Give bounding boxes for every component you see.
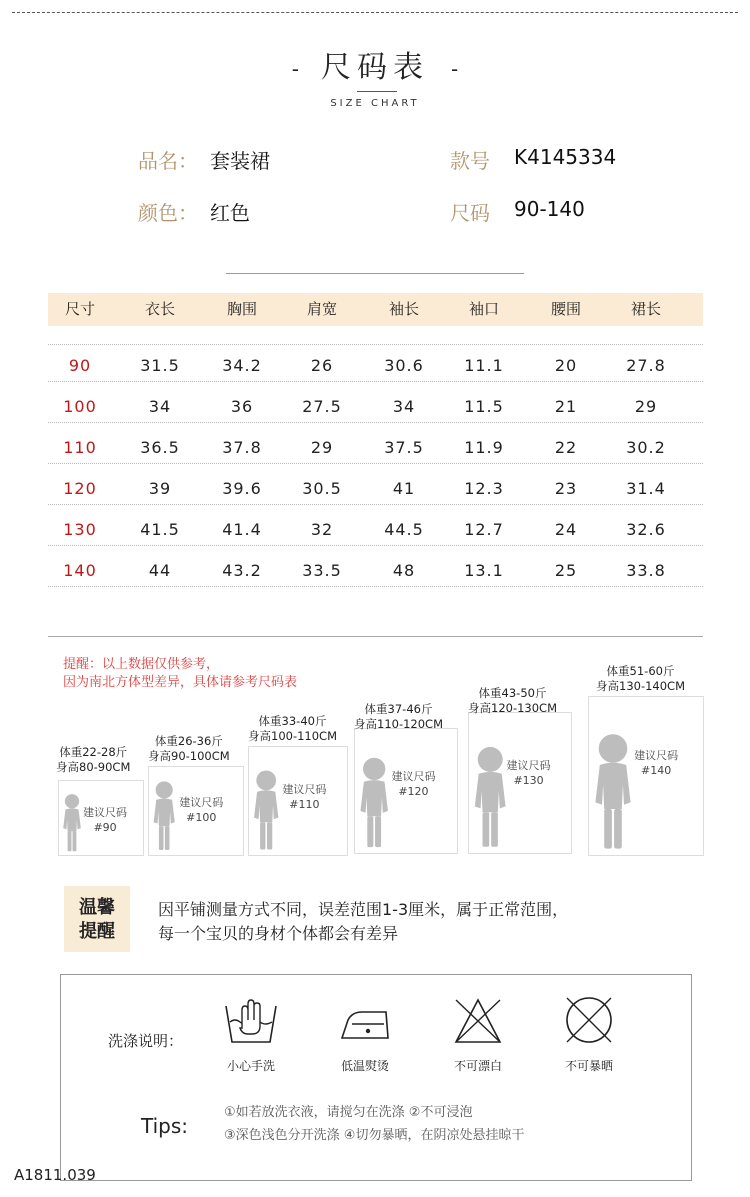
size-cell: 110 (63, 438, 97, 457)
table-row (48, 385, 703, 423)
no-bleach-icon (452, 996, 504, 1046)
kid-weight-height (248, 714, 337, 744)
measure-cell: 44 (148, 561, 172, 580)
kid-weight: 体重22-28斤 (59, 745, 128, 759)
measure-cell: 41.4 (222, 520, 262, 539)
measure-cell: 32.6 (626, 520, 666, 539)
suggested-size (71, 805, 139, 835)
measure-cell: 36 (230, 397, 254, 416)
tips-line-2: ③深色浅色分开洗涤 ④切勿暴晒，在阴凉处悬挂晾干 (224, 1128, 525, 1143)
suggested-size (266, 782, 343, 812)
kid-weight-height (354, 702, 443, 732)
kid-height: 身高120-130CM (468, 701, 558, 715)
suggested-size-value: #100 (186, 811, 217, 825)
suggested-size-label: 建议尺码 (83, 805, 128, 819)
tips-label: Tips: (141, 1114, 189, 1138)
measure-cell: 31.4 (626, 479, 666, 498)
reminder-line-1: 提醒：以上数据仅供参考， (63, 657, 220, 672)
size-range-label: 尺码 (450, 201, 490, 225)
kid-height: 身高90-100CM (148, 749, 230, 763)
size-table-header (48, 293, 703, 326)
measure-cell: 29 (310, 438, 334, 457)
kid-weight-height (596, 664, 685, 694)
measure-cell: 11.9 (464, 438, 504, 457)
hand-wash-icon (222, 998, 280, 1046)
measure-cell: 12.7 (464, 520, 504, 539)
kid-height: 身高100-110CM (248, 729, 338, 743)
measure-cell: 13.1 (464, 561, 504, 580)
measure-cell: 11.5 (464, 397, 504, 416)
page-title (0, 42, 750, 86)
header-cell: 尺寸 (64, 300, 95, 318)
row-separator (48, 422, 703, 423)
measure-cell: 32 (310, 520, 334, 539)
table-row (48, 549, 703, 587)
color-value: 红色 (210, 201, 250, 225)
table-row (48, 426, 703, 464)
table-row (48, 344, 703, 382)
suggested-size-value: #130 (513, 773, 544, 787)
kid-weight: 体重51-60斤 (606, 664, 675, 678)
warm-tip-label-line-1: 温馨 (79, 897, 115, 918)
table-row (48, 467, 703, 505)
kid-weight-height (56, 745, 130, 775)
warm-tip-line-1: 因平铺测量方式不同，误差范围1-3厘米，属于正常范围， (158, 900, 569, 919)
measure-cell: 25 (554, 561, 578, 580)
size-cell: 100 (63, 397, 97, 416)
title-text: 尺码表 (321, 50, 429, 85)
product-name-label: 品名： (138, 149, 198, 173)
header-cell: 肩宽 (306, 300, 337, 318)
kid-size-card (354, 728, 458, 854)
washing-title: 洗涤说明： (108, 1032, 184, 1050)
warm-tip-label (64, 896, 130, 944)
warm-tip-line-2: 每一个宝贝的身材个体都会有差异 (158, 924, 399, 943)
row-separator (48, 463, 703, 464)
kid-size-card (588, 696, 704, 856)
kid-size-card (468, 712, 572, 854)
header-cell: 袖口 (468, 300, 499, 318)
hand-wash-label: 小心手洗 (226, 1059, 275, 1073)
product-sku: A1811.039 (14, 1166, 96, 1184)
measure-cell: 34 (148, 397, 172, 416)
section-divider (48, 636, 703, 637)
measure-cell: 34.2 (222, 356, 262, 375)
measure-cell: 20 (554, 356, 578, 375)
suggested-size-label: 建议尺码 (634, 748, 679, 762)
kid-weight-height (148, 734, 230, 764)
measure-cell: 27.5 (302, 397, 342, 416)
no-sun-label: 不可暴晒 (564, 1059, 613, 1073)
row-separator (48, 545, 703, 546)
style-number-value: K4145334 (514, 145, 617, 169)
size-cell: 140 (63, 561, 97, 580)
suggested-size-label: 建议尺码 (391, 769, 436, 783)
measure-cell: 39.6 (222, 479, 262, 498)
kid-weight-height (468, 686, 557, 716)
size-cell: 90 (68, 356, 92, 375)
kid-height: 身高80-90CM (56, 760, 131, 774)
table-row (48, 508, 703, 546)
kid-height: 身高110-120CM (354, 717, 444, 731)
tips-text (224, 1101, 524, 1147)
kid-size-card (248, 746, 348, 856)
top-dashed-divider (12, 12, 738, 13)
measure-cell: 37.8 (222, 438, 262, 457)
size-cell: 120 (63, 479, 97, 498)
no-bleach-label: 不可漂白 (453, 1059, 502, 1073)
suggested-size (164, 795, 239, 825)
reminder-text (63, 656, 297, 692)
measure-cell: 36.5 (140, 438, 180, 457)
suggested-size-value: #110 (289, 797, 320, 811)
kid-height: 身高130-140CM (596, 679, 686, 693)
size-cell: 130 (63, 520, 97, 539)
suggested-size (613, 748, 699, 778)
suggested-size (490, 758, 567, 788)
header-cell: 胸围 (226, 300, 257, 318)
size-range-value: 90-140 (514, 197, 585, 221)
measure-cell: 33.5 (302, 561, 342, 580)
measure-cell: 21 (554, 397, 578, 416)
measure-cell: 30.5 (302, 479, 342, 498)
measure-cell: 48 (392, 561, 416, 580)
measure-cell: 27.8 (626, 356, 666, 375)
kid-weight: 体重43-50斤 (478, 686, 547, 700)
warm-tip-label-line-2: 提醒 (79, 921, 115, 942)
suggested-size-label: 建议尺码 (179, 796, 224, 810)
iron-low-icon (338, 1004, 396, 1044)
page-subtitle: SIZE CHART (330, 98, 420, 109)
header-cell: 袖长 (388, 300, 419, 318)
subtitle-rule (357, 91, 397, 92)
measure-cell: 30.6 (384, 356, 424, 375)
header-cell: 衣长 (144, 300, 175, 318)
measure-cell: 11.1 (464, 356, 504, 375)
kid-weight: 体重26-36斤 (154, 734, 223, 748)
product-name-value: 套装裙 (210, 149, 270, 173)
measure-cell: 23 (554, 479, 578, 498)
measure-cell: 29 (634, 397, 658, 416)
suggested-size (374, 769, 453, 799)
gold-divider (226, 273, 524, 274)
warm-tip-text (158, 898, 568, 946)
measure-cell: 43.2 (222, 561, 262, 580)
measure-cell: 41 (392, 479, 416, 498)
measure-cell: 33.8 (626, 561, 666, 580)
style-number-label: 款号 (450, 149, 490, 173)
header-cell: 腰围 (550, 300, 581, 318)
measure-cell: 34 (392, 397, 416, 416)
tips-line-1: ①如若放洗衣液，请搅匀在洗涤 ②不可浸泡 (224, 1105, 473, 1120)
suggested-size-value: #140 (640, 763, 672, 777)
kid-weight: 体重37-46斤 (364, 702, 433, 716)
measure-cell: 24 (554, 520, 578, 539)
measure-cell: 44.5 (384, 520, 424, 539)
iron-low-label: 低温熨烫 (340, 1059, 389, 1073)
suggested-size-value: #90 (93, 820, 117, 834)
row-separator (48, 504, 703, 505)
row-separator (48, 381, 703, 382)
measure-cell: 41.5 (140, 520, 180, 539)
row-separator (48, 586, 703, 587)
measure-cell: 22 (554, 438, 578, 457)
title-dash-left: - (291, 56, 299, 81)
measure-cell: 37.5 (384, 438, 424, 457)
header-cell: 裙长 (630, 300, 661, 318)
measure-cell: 30.2 (626, 438, 666, 457)
measure-cell: 12.3 (464, 479, 504, 498)
suggested-size-label: 建议尺码 (282, 782, 327, 796)
kid-weight: 体重33-40斤 (258, 714, 327, 728)
no-sun-icon (563, 994, 615, 1046)
measure-cell: 39 (148, 479, 172, 498)
color-label: 颜色： (138, 201, 198, 225)
kid-size-card (58, 780, 144, 856)
measure-cell: 26 (310, 356, 334, 375)
reminder-line-2: 因为南北方体型差异，具体请参考尺码表 (63, 675, 298, 690)
title-dash-right: - (451, 56, 459, 81)
suggested-size-value: #120 (398, 784, 429, 798)
kid-size-card (148, 766, 244, 856)
measure-cell: 31.5 (140, 356, 180, 375)
suggested-size-label: 建议尺码 (506, 758, 551, 772)
